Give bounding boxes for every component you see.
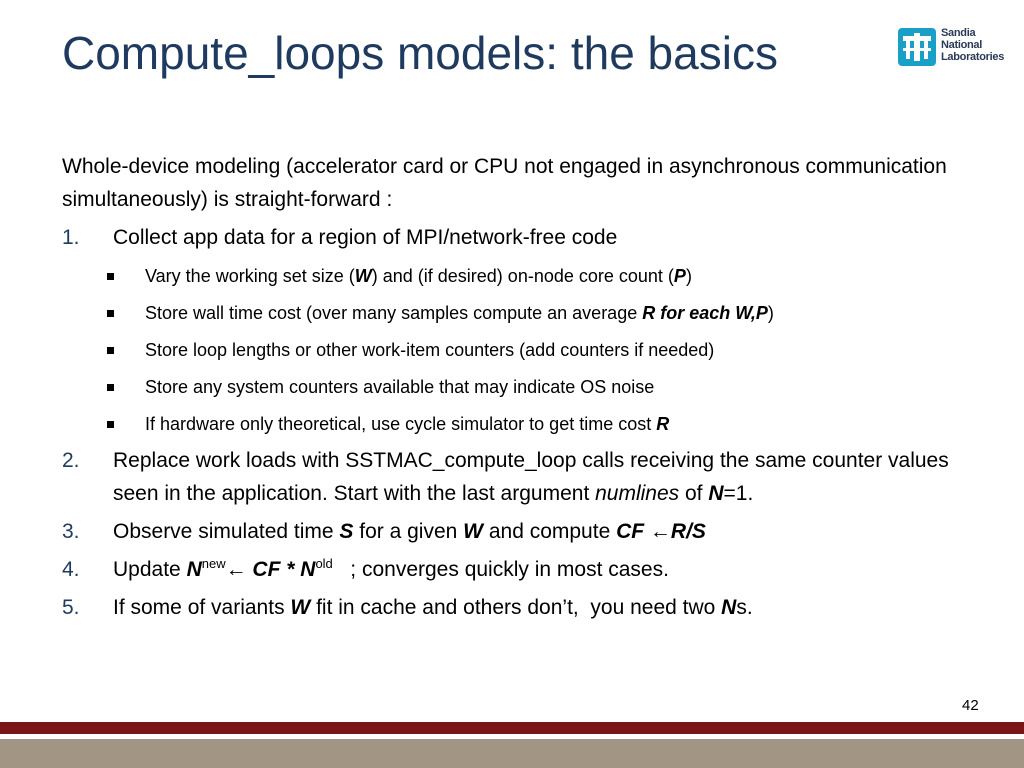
step-2: 2. Replace work loads with SSTMAC_compute_loop calls receiving the same counter values seen in the application. Start with the last argument numlines of N=1.	[62, 444, 982, 510]
step-number: 4.	[62, 558, 80, 581]
step-3: 3. Observe simulated time S for a given W and compute CF ←R/S	[62, 515, 982, 548]
bullet-working-set: Vary the working set size (W) and (if desired) on-node core count (P)	[62, 261, 982, 291]
footer-bar-red	[0, 722, 1024, 734]
step-number: 2.	[62, 449, 80, 472]
square-bullet-icon	[107, 384, 114, 391]
footer-bar-tan	[0, 739, 1024, 768]
bullet-cycle-simulator: If hardware only theoretical, use cycle simulator to get time cost R	[62, 409, 982, 439]
bullet-system-counters: Store any system counters available that may indicate OS noise	[62, 372, 982, 402]
step-1: 1. Collect app data for a region of MPI/network-free code	[62, 221, 982, 254]
square-bullet-icon	[107, 421, 114, 428]
step-number: 3.	[62, 520, 80, 543]
intro-text: Whole-device modeling (accelerator card or CPU not engaged in asynchronous communication simultaneously) is straight-forward :	[62, 155, 947, 211]
sandia-thunderbird-icon	[898, 28, 936, 66]
bullet-wall-time: Store wall time cost (over many samples compute an average R for each W,P)	[62, 298, 982, 328]
bullet-loop-lengths: Store loop lengths or other work-item counters (add counters if needed)	[62, 335, 982, 365]
logo-text: Sandia National Laboratories	[941, 27, 1005, 63]
step-4: 4. Update $N^{new}\leftarrow$ CF * $N^{old}$ ; converges quickly in most cases.	[62, 553, 982, 586]
slide-title: Compute_loops models: the basics	[62, 27, 778, 79]
page-number: 42	[962, 697, 979, 714]
square-bullet-icon	[107, 273, 114, 280]
square-bullet-icon	[107, 347, 114, 354]
step-number: 1.	[62, 226, 80, 249]
step-number: 5.	[62, 596, 80, 619]
sandia-logo	[898, 26, 1004, 70]
slide-body	[62, 150, 982, 624]
square-bullet-icon	[107, 310, 114, 317]
step-5: 5. If some of variants W fit in cache and others don’t, you need two Ns.	[62, 591, 982, 624]
